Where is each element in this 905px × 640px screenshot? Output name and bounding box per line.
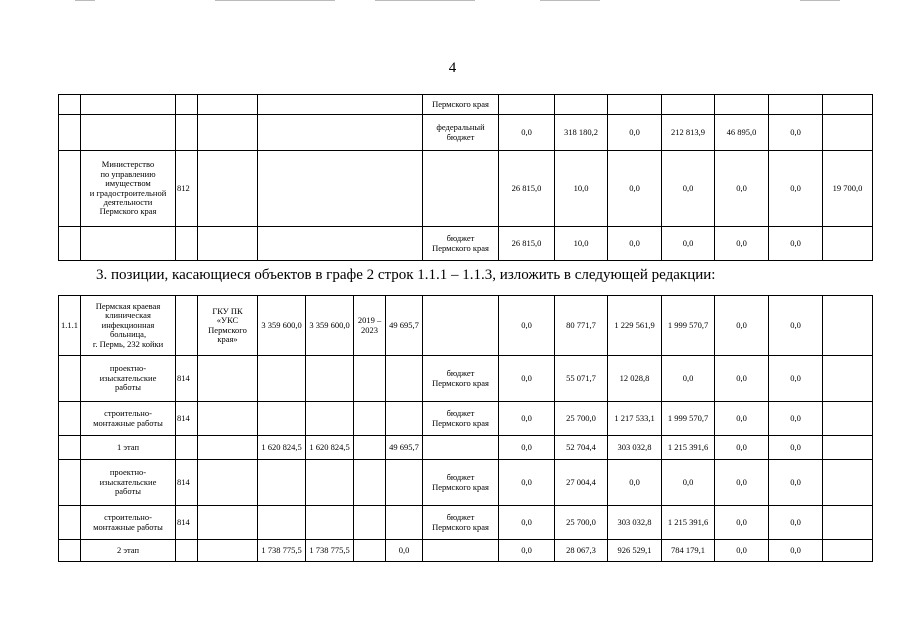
cell-value: 0,0 — [499, 436, 555, 460]
funding-source: бюджет Пермского края — [423, 402, 499, 436]
cell-value: 1 620 824,5 — [306, 436, 354, 460]
cell-value: 212 813,9 — [662, 115, 715, 151]
cell-value: 1 620 824,5 — [258, 436, 306, 460]
cell-value: 0,0 — [499, 356, 555, 402]
cell-value: 0,0 — [769, 402, 823, 436]
cell-value: 0,0 — [769, 436, 823, 460]
object-name: проектно- изыскательские работы — [81, 356, 176, 402]
table-row — [59, 356, 873, 402]
object-name: проектно- изыскательские работы — [81, 460, 176, 506]
cell-value: 1 999 570,7 — [662, 296, 715, 356]
cell-value: 0,0 — [769, 115, 823, 151]
code-cell: 812 — [176, 151, 198, 227]
cell-value: 0,0 — [608, 460, 662, 506]
cell-value: 0,0 — [715, 402, 769, 436]
cell-value: 0,0 — [715, 227, 769, 261]
cell-value: 0,0 — [769, 151, 823, 227]
cell-value: 27 004,4 — [555, 460, 608, 506]
object-name: строительно- монтажные работы — [81, 506, 176, 540]
table-row — [59, 95, 873, 115]
table-row — [59, 151, 873, 227]
cell-value: 10,0 — [555, 151, 608, 227]
funding-source: федеральный бюджет — [423, 115, 499, 151]
cell-value: 0,0 — [769, 540, 823, 562]
cell-value: 1 999 570,7 — [662, 402, 715, 436]
cell-value: 0,0 — [499, 460, 555, 506]
cell-value: 0,0 — [608, 115, 662, 151]
cell-value: 0,0 — [715, 356, 769, 402]
funding-source: бюджет Пермского края — [423, 227, 499, 261]
row-number: 1.1.1 — [59, 296, 81, 356]
cell-value: 1 229 561,9 — [608, 296, 662, 356]
table-row — [59, 402, 873, 436]
cell-value: 80 771,7 — [555, 296, 608, 356]
cell-value: 3 359 600,0 — [306, 296, 354, 356]
cell-value: 0,0 — [386, 540, 423, 562]
cell-value: 0,0 — [715, 151, 769, 227]
cell-value: 0,0 — [769, 356, 823, 402]
cell-value: 0,0 — [499, 402, 555, 436]
cell-value: 10,0 — [555, 227, 608, 261]
cell-value: 12 028,8 — [608, 356, 662, 402]
cell-value: 926 529,1 — [608, 540, 662, 562]
cell-value: 0,0 — [715, 540, 769, 562]
customer-name: ГКУ ПК «УКС Пермского края» — [198, 296, 258, 356]
cell-value: 26 815,0 — [499, 227, 555, 261]
funding-source: бюджет Пермского края — [423, 506, 499, 540]
cell-value: 28 067,3 — [555, 540, 608, 562]
cell-value: 25 700,0 — [555, 402, 608, 436]
funding-source: Пермского края — [423, 95, 499, 115]
table-row — [59, 506, 873, 540]
top-edge-line — [540, 0, 600, 1]
cell-value: 0,0 — [769, 227, 823, 261]
cell-value: 1 738 775,5 — [306, 540, 354, 562]
cell-value: 0,0 — [499, 296, 555, 356]
cell-value: 0,0 — [769, 296, 823, 356]
cell-value: 0,0 — [499, 540, 555, 562]
cell-value: 0,0 — [715, 436, 769, 460]
funding-source: бюджет Пермского края — [423, 460, 499, 506]
cell-value: 1 217 533,1 — [608, 402, 662, 436]
cell-value: 784 179,1 — [662, 540, 715, 562]
cell-value: 0,0 — [662, 460, 715, 506]
cell-value: 26 815,0 — [499, 151, 555, 227]
top-edge-line — [375, 0, 475, 1]
code-cell: 814 — [176, 460, 198, 506]
table-continuation — [58, 94, 873, 261]
table-row — [59, 227, 873, 261]
cell-value: 0,0 — [662, 356, 715, 402]
table-row — [59, 296, 873, 356]
table-objects — [58, 295, 873, 562]
cell-value: 0,0 — [499, 115, 555, 151]
top-edge-line — [75, 0, 95, 1]
code-cell: 814 — [176, 506, 198, 540]
cell-value: 49 695,7 — [386, 436, 423, 460]
object-name: Пермская краевая клиническая инфекционная больница, г. Пермь, 232 койки — [81, 296, 176, 356]
cell-value: 3 359 600,0 — [258, 296, 306, 356]
table-row — [59, 436, 873, 460]
cell-value: 25 700,0 — [555, 506, 608, 540]
cell-value: 0,0 — [662, 151, 715, 227]
table-row — [59, 540, 873, 562]
cell-value: 0,0 — [608, 151, 662, 227]
cell-value: 49 695,7 — [386, 296, 423, 356]
cell-value: 46 895,0 — [715, 115, 769, 151]
cell-value: 19 700,0 — [823, 151, 873, 227]
period-cell: 2019 – 2023 — [354, 296, 386, 356]
cell-value: 1 738 775,5 — [258, 540, 306, 562]
page-number: 4 — [448, 60, 457, 76]
cell-value: 0,0 — [608, 227, 662, 261]
top-edge-line — [215, 0, 335, 1]
cell-value: 318 180,2 — [555, 115, 608, 151]
cell-value: 0,0 — [769, 506, 823, 540]
cell-value: 0,0 — [715, 296, 769, 356]
cell-value: 0,0 — [662, 227, 715, 261]
code-cell: 814 — [176, 402, 198, 436]
cell-value: 1 215 391,6 — [662, 506, 715, 540]
cell-value: 0,0 — [769, 460, 823, 506]
cell-value: 303 032,8 — [608, 506, 662, 540]
stage-label: 2 этап — [81, 540, 176, 562]
object-name: Министерство по управлению имуществом и градостроительной деятельности Пермского края — [81, 151, 176, 227]
cell-value: 1 215 391,6 — [662, 436, 715, 460]
table-row — [59, 115, 873, 151]
cell-value: 0,0 — [715, 506, 769, 540]
funding-source: бюджет Пермского края — [423, 356, 499, 402]
object-name: строительно- монтажные работы — [81, 402, 176, 436]
code-cell: 814 — [176, 356, 198, 402]
cell-value: 55 071,7 — [555, 356, 608, 402]
cell-value: 0,0 — [715, 460, 769, 506]
cell-value: 52 704,4 — [555, 436, 608, 460]
table-row — [59, 460, 873, 506]
stage-label: 1 этап — [81, 436, 176, 460]
top-edge-line — [800, 0, 840, 1]
section-heading: 3. позиции, касающиеся объектов в графе 2 строк 1.1.1 – 1.1.3, изложить в следующей редакции: — [96, 267, 716, 283]
cell-value: 303 032,8 — [608, 436, 662, 460]
cell-value: 0,0 — [499, 506, 555, 540]
